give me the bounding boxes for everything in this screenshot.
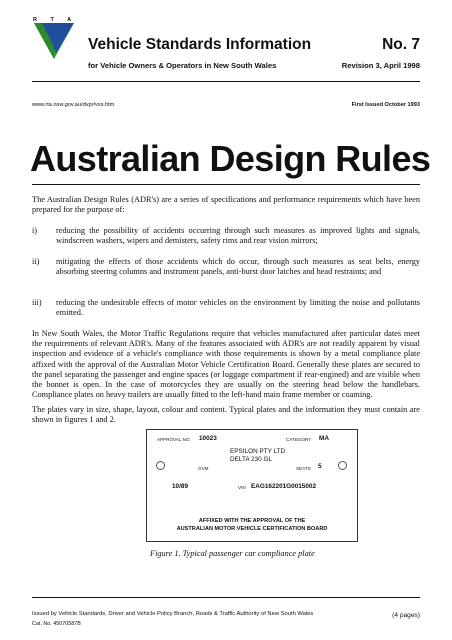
first-issue-date: First Issued October 1993 bbox=[351, 102, 420, 108]
plate-category-label: CATEGORY bbox=[286, 437, 312, 442]
list-item-number: ii) bbox=[32, 257, 40, 266]
list-item-text: reducing the undesirable effects of motor vehicles on the environment by limiting the noise and pollutants emitted. bbox=[56, 298, 420, 318]
plate-footer-line-2: AUSTRALIAN MOTOR VEHICLE CERTIFICATION BOARD bbox=[176, 526, 328, 532]
plate-footer-line-1: AFFIXED WITH THE APPROVAL OF THE bbox=[198, 518, 306, 524]
plate-seats-label: SEATS bbox=[296, 466, 311, 471]
catalogue-number: Cat. No. 45070587B bbox=[32, 621, 81, 627]
plates-paragraph: The plates vary in size, shape, layout, colour and content. Typical plates and the information they must contain are shown in figures 1 and 2. bbox=[32, 405, 420, 425]
issuer-statement: Issued by Vehicle Standards, Driver and Vehicle Policy Branch, Roads & Traffic Authority of New South Wales bbox=[32, 611, 314, 617]
list-item-number: iii) bbox=[32, 298, 42, 307]
header-rule bbox=[32, 81, 420, 82]
intro-paragraph: The Australian Design Rules (ADR's) are a series of specifications and performance requirements which have been prepared for the purpose of: bbox=[32, 195, 420, 215]
plate-vin-value: EAG162201G0015002 bbox=[251, 483, 317, 490]
website-link[interactable]: www.rta.nsw.gov.au/dvpr/vss.htm bbox=[32, 102, 115, 108]
revision-info: Revision 3, April 1998 bbox=[341, 61, 420, 70]
series-title: Vehicle Standards Information bbox=[88, 36, 312, 53]
plate-seats-value: 5 bbox=[318, 463, 322, 470]
title-rule bbox=[32, 184, 420, 185]
list-item-number: i) bbox=[32, 226, 38, 235]
list-item-text: mitigating the effects of those accidents which do occur, through such measures as seat belts, energy absorbing steering columns and instrument panels, anti-burst door latches and head restraints; and bbox=[56, 257, 420, 277]
rta-logo-icon bbox=[32, 17, 76, 61]
plate-build-date: 10/89 bbox=[172, 483, 188, 490]
rivet-left-icon bbox=[156, 461, 165, 470]
rivet-right-icon bbox=[338, 461, 347, 470]
figure-caption: Figure 1. Typical passenger car compliance plate bbox=[150, 549, 315, 558]
plate-category-value: MA bbox=[319, 435, 329, 442]
plate-approval-label: APPROVAL NO. bbox=[157, 437, 191, 442]
list-item-text: reducing the possibility of accidents occurring through such measures as improved lights and signals, windscreen washers, wipers and demisters, safety rims and rear vision mirrors; bbox=[56, 226, 420, 246]
page-count: (4 pages) bbox=[392, 612, 420, 619]
rta-logo-letters: R T A bbox=[33, 17, 78, 23]
plate-gvm-label: GVM bbox=[198, 466, 209, 471]
compliance-plate-figure bbox=[146, 429, 358, 542]
footer-rule bbox=[32, 597, 420, 598]
plate-approval-value: 10023 bbox=[199, 435, 217, 442]
plate-manufacturer: EPSILON PTY LTD bbox=[230, 448, 286, 455]
page-title: Australian Design Rules bbox=[30, 138, 431, 179]
document-number: No. 7 bbox=[382, 36, 420, 53]
series-subtitle: for Vehicle Owners & Operators in New South Wales bbox=[88, 61, 277, 70]
plate-model: DELTA 230 GL bbox=[230, 456, 273, 463]
compliance-paragraph: In New South Wales, the Motor Traffic Regulations require that vehicles manufactured after particular dates meet the requirements of relevant ADR's. Many of the features associated with ADR's are not readily apparent by visual inspection and evidence of a vehicle's compliance with those requirements is shown by a metal compliance plate affixed with the approval of the Australian Motor Vehicle Certification Board. Generally these plates are secured to the panel separating the passenger and engine spaces (or luggage compartment if rear-engined) and are visible when the bonnet is open. In the case of motorcycles they are usually on the steering head below the handlebars. Compliance plates on heavy trailers are usually fitted to the left-hand main frame member or coaming. bbox=[32, 329, 420, 400]
plate-vin-label: VIN bbox=[238, 485, 246, 490]
